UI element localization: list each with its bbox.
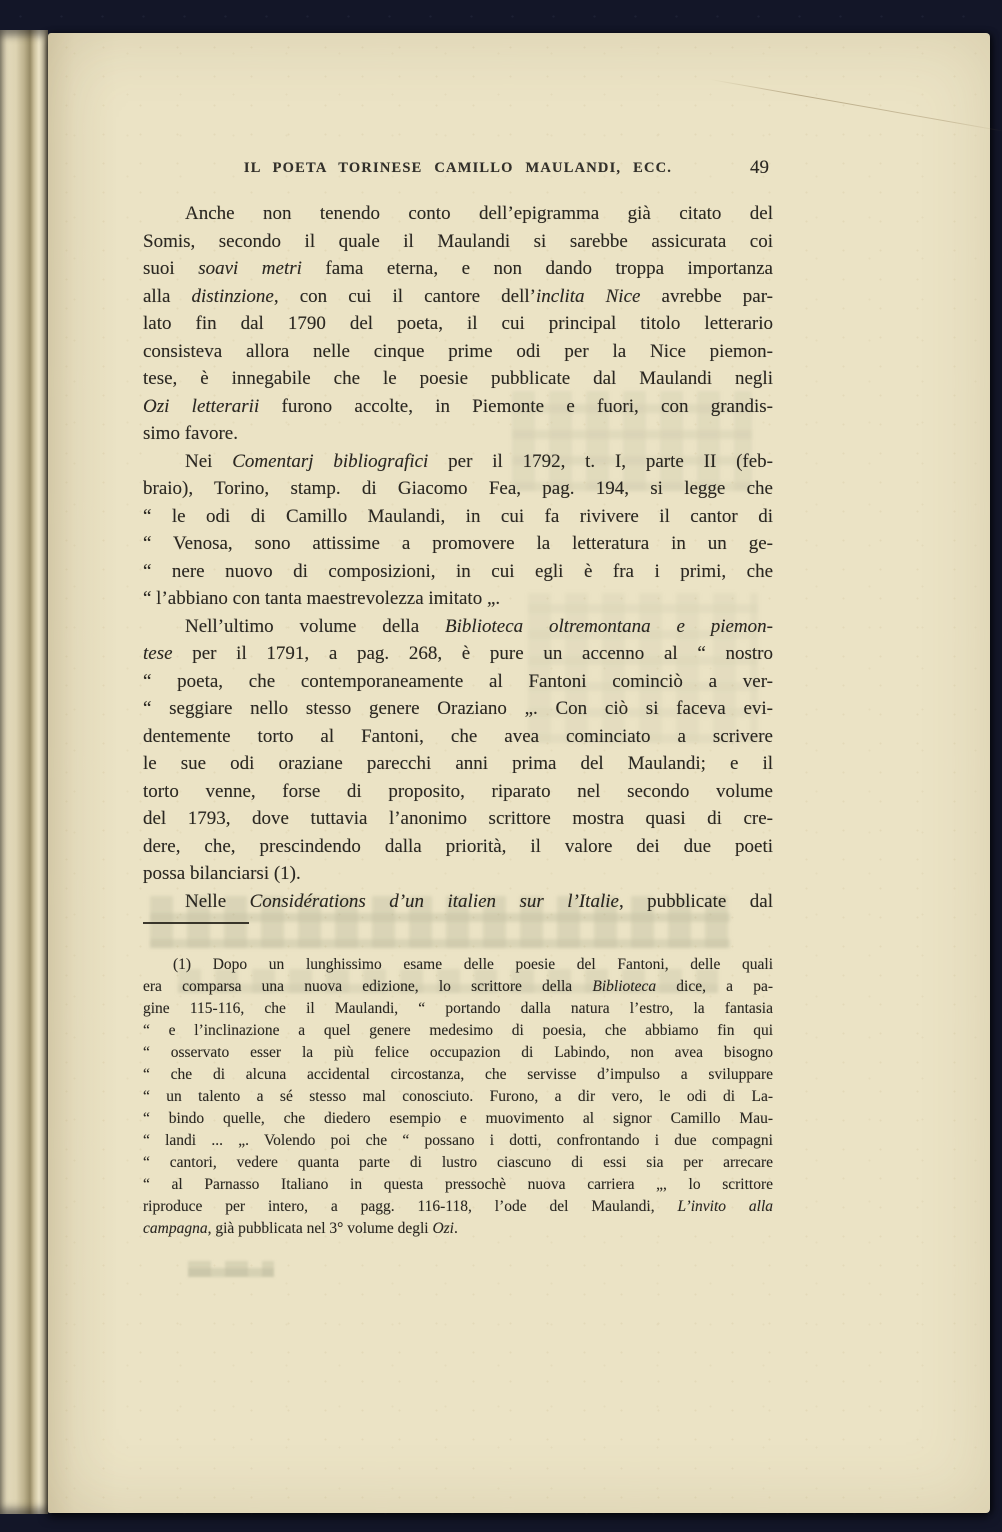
paper-crease: [710, 79, 1002, 132]
text-line: tese, è innegabile che le poesie pubblicate dal Maulandi negli: [143, 368, 773, 389]
show-through-smudge: [188, 1261, 274, 1277]
text-line: braio), Torino, stamp. di Giacomo Fea, pag. 194, si legge che: [143, 478, 773, 499]
footnote-separator: [143, 922, 249, 924]
text-line: dere, che, prescindendo dalla priorità, il valore dei due poeti: [143, 835, 773, 857]
text-line: torto venne, forse di proposito, riparato nel secondo volume: [143, 780, 773, 802]
text-line: “ al Parnasso Italiano in questa pressochè nuova carriera „, lo scrittore: [143, 1176, 773, 1193]
text-line: “ le odi di Camillo Maulandi, in cui fa rivivere il cantor di: [143, 505, 773, 527]
text-line: “ osservato esser la più felice occupazion di Labindo, non avea bisogno: [143, 1044, 773, 1061]
book-gutter-page-edges: [0, 30, 48, 1514]
text-line: le sue odi oraziane parecchi anni prima del Maulandi; e il: [143, 753, 773, 774]
text-line: (1) Dopo un lunghissimo esame delle poesie del Fantoni, delle quali: [173, 956, 773, 973]
text-line: riproduce per intero, a pagg. 116-118, l’ode del Maulandi, L’invito alla: [143, 1198, 774, 1215]
text-line: gine 115-116, che il Maulandi, “ portando dalla natura l’estro, la fantasia: [143, 1000, 773, 1017]
text-line: era comparsa una nuova edizione, lo scrittore della Biblioteca dice, a pa-: [143, 978, 773, 995]
page-number: 49: [750, 157, 769, 178]
text-line: Nell’ultimo volume della Biblioteca oltremontana e piemon-: [185, 615, 773, 637]
text-line: Anche non tenendo conto dell’epigramma già citato del: [185, 203, 773, 224]
running-head: [143, 157, 773, 182]
text-line: “ l’abbiano con tanta maestrevolezza imitato „.: [143, 588, 501, 609]
text-line: “ Venosa, sono attissime a promovere la letteratura in un ge-: [143, 533, 773, 554]
text-line: Ozi letterarii furono accolte, in Piemonte e fuori, con grandis-: [143, 395, 773, 417]
text-line: possa bilanciarsi (1).: [143, 863, 301, 884]
text-line: campagna, già pubblicata nel 3° volume degli Ozi.: [143, 1220, 458, 1237]
text-line: Somis, secondo il quale il Maulandi si sarebbe assicurata coi: [143, 230, 773, 252]
text-line: “ cantori, vedere quanta parte di lustro ciascuno di essi sia per arrecare: [143, 1154, 773, 1171]
text-line: del 1793, dove tuttavia l’anonimo scrittore mostra quasi di cre-: [143, 808, 773, 829]
text-line: “ poeta, che contemporaneamente al Fantoni cominciò a ver-: [143, 670, 773, 692]
text-line: “ bindo quelle, che diedero esempio e muovimento al signor Camillo Mau-: [143, 1110, 773, 1127]
text-line: lato fin dal 1790 del poeta, il cui principal titolo letterario: [143, 313, 773, 334]
text-line: Nelle Considérations d’un italien sur l’Italie, pubblicate dal: [185, 890, 773, 912]
text-line: dentemente torto al Fantoni, che avea cominciato a scrivere: [143, 725, 773, 747]
text-line: “ landi ... „. Volendo poi che “ possano i dotti, confrontando i due compagni: [143, 1132, 773, 1149]
footnote-text: [143, 954, 773, 1240]
text-line: “ che di alcuna accidental circostanza, che servisse d’impulso a sviluppare: [143, 1066, 773, 1083]
text-line: “ nere nuovo di composizioni, in cui egli è fra i primi, che: [143, 560, 773, 582]
text-line: suoi soavi metri fama eterna, e non dando troppa importanza: [143, 258, 773, 279]
text-line: “ seggiare nello stesso genere Oraziano „. Con ciò si faceva evi-: [143, 698, 773, 719]
text-line: “ un talento a sé stesso mal conosciuto. Furono, a dir vero, le odi di La-: [143, 1088, 773, 1105]
text-line: simo favore.: [143, 423, 238, 444]
text-line: “ e l’inclinazione a quel genere medesimo di poesia, che abbiamo fin qui: [143, 1022, 773, 1039]
text-line: tese per il 1791, a pag. 268, è pure un accenno al “ nostro: [143, 643, 773, 664]
book-page: [48, 33, 990, 1513]
running-title: IL POETA TORINESE CAMILLO MAULANDI, ECC.: [243, 160, 673, 176]
body-text: [143, 200, 773, 915]
text-line: Nei Comentarj bibliografici per il 1792, t. I, parte II (feb-: [185, 450, 774, 472]
text-line: alla distinzione, con cui il cantore dell’inclita Nice avrebbe par-: [143, 285, 773, 307]
text-line: consisteva allora nelle cinque prime odi per la Nice piemon-: [143, 340, 773, 362]
